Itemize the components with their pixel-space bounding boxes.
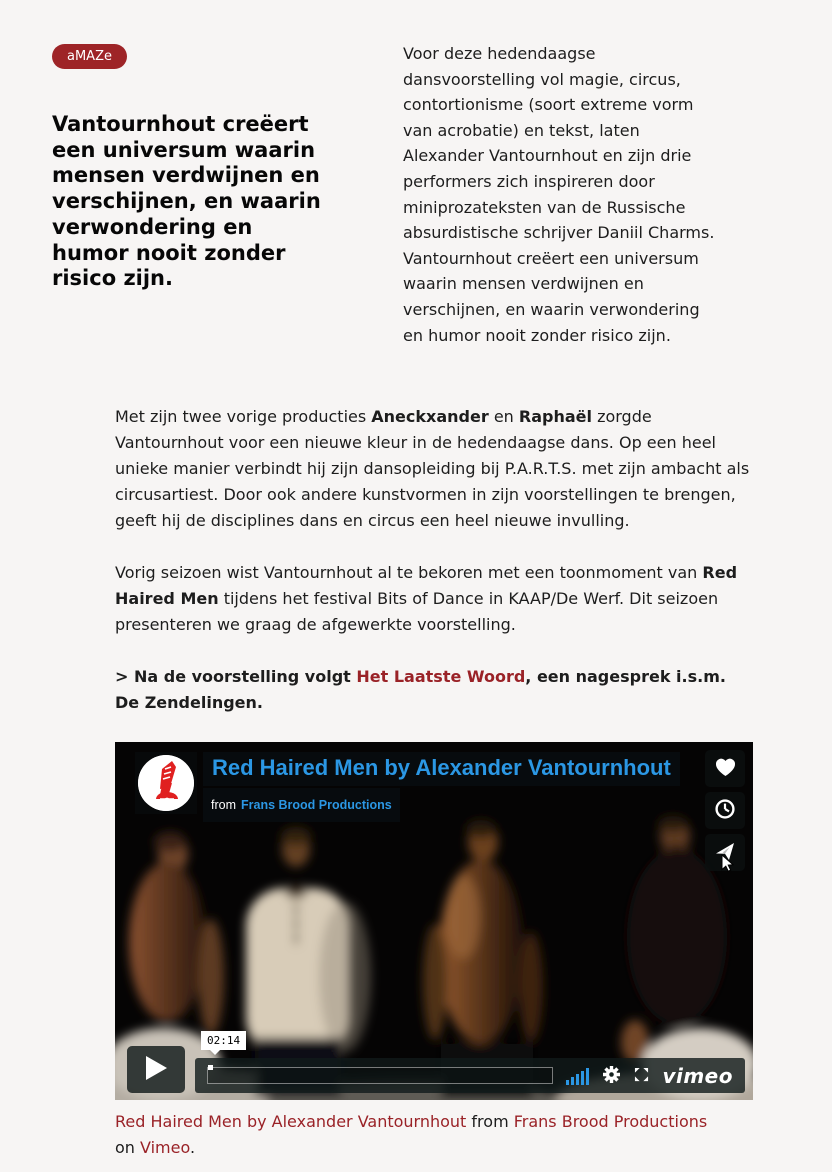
vimeo-video-player[interactable] <box>115 742 753 1100</box>
watch-later-button[interactable] <box>705 792 745 829</box>
text-run: tijdens het festival Bits of Dance in KAAP/De Werf. Dit seizoen presenteren we graag de afgewerkte voorstelling. <box>115 589 719 634</box>
paper-plane-icon <box>715 842 735 864</box>
category-badge[interactable]: aMAZe <box>52 44 127 69</box>
intro-paragraph: Voor deze hedendaagse dansvoorstelling vol magie, circus, contortionisme (soort extreme vorm van acrobatie) en tekst, laten Alexander Vantournhout en zijn drie performers zich inspireren door miniprozateksten van de Russische absurdistische schrijver Daniil Charms. Vantournhout creëert een universum waarin mensen verdwijnen en verschijnen, en waarin verwondering en humor nooit zonder risico zijn. <box>403 44 715 345</box>
text-run: from <box>466 1112 514 1131</box>
text-run: zorgde Vantournhout voor een nieuwe kleur in de hedendaagse dans. Op een heel unieke manier verbindt hij zijn dansopleiding bij P.A.R.T.S. met zijn ambacht als circusartiest. Door ook andere kunstvormen in zijn voorstellingen te brengen, geeft hij de disciplines dans en circus een heel nieuwe invulling. <box>115 407 750 530</box>
timestamp-tooltip: 02:14 <box>201 1031 246 1050</box>
article-headline: Vantournhout creëert een universum waarin mensen verdwijnen en verschijnen, en waarin verwondering en humor nooit zonder risico zijn. <box>52 112 321 291</box>
channel-avatar[interactable] <box>135 752 197 814</box>
text-run: > Na de voorstelling volgt <box>115 667 357 686</box>
seek-bar[interactable] <box>207 1067 553 1084</box>
text-run: . <box>190 1137 196 1157</box>
play-button[interactable] <box>127 1046 185 1093</box>
share-button[interactable] <box>705 834 745 871</box>
caption-channel-link[interactable]: Frans Brood Productions <box>513 1112 708 1131</box>
heart-icon <box>715 758 736 780</box>
gear-icon <box>602 1065 621 1087</box>
frans-brood-logo-icon <box>138 755 194 811</box>
text-run: Met zijn twee vorige producties <box>115 407 372 426</box>
bold-run: Aneckxander <box>371 407 489 426</box>
paragraph-season <box>115 560 753 638</box>
like-button[interactable] <box>705 750 745 787</box>
clock-icon <box>715 799 735 822</box>
playhead[interactable] <box>208 1065 213 1070</box>
text-run: Vorig seizoen wist Vantournhout al te bekoren met een toonmoment van <box>115 563 703 582</box>
bold-run: Raphaël <box>518 407 592 426</box>
settings-button[interactable] <box>602 1065 621 1087</box>
het-laatste-woord-link[interactable]: Het Laatste Woord <box>356 667 526 686</box>
bold-run: Red Haired Men <box>115 563 738 608</box>
video-controls-bar <box>127 1034 745 1093</box>
video-byline <box>203 788 400 822</box>
volume-bars-icon[interactable] <box>566 1067 589 1085</box>
vimeo-logo[interactable]: vimeo <box>662 1063 733 1088</box>
paragraph-productions <box>115 404 753 534</box>
paragraph-notice <box>115 664 753 716</box>
text-run: on <box>115 1137 141 1157</box>
fullscreen-icon <box>634 1067 649 1085</box>
video-title-link[interactable]: Red Haired Men by Alexander Vantournhout <box>203 752 680 786</box>
channel-link[interactable]: Frans Brood Productions <box>241 798 392 812</box>
video-header-overlay <box>135 752 680 822</box>
text-run: en <box>488 407 519 426</box>
text-run: , een nagesprek i.s.m. De Zendelingen. <box>115 667 726 712</box>
article-body <box>115 404 753 1172</box>
play-icon <box>146 1056 167 1083</box>
caption-vimeo-link[interactable]: Vimeo <box>140 1137 190 1157</box>
caption-video-link[interactable]: Red Haired Men by Alexander Vantournhout <box>115 1112 467 1131</box>
control-strip <box>195 1034 745 1093</box>
video-title-block <box>203 752 680 822</box>
video-action-buttons <box>705 750 745 871</box>
fullscreen-button[interactable] <box>634 1067 649 1085</box>
video-caption <box>115 1109 753 1160</box>
byline-prefix: from <box>211 798 236 812</box>
